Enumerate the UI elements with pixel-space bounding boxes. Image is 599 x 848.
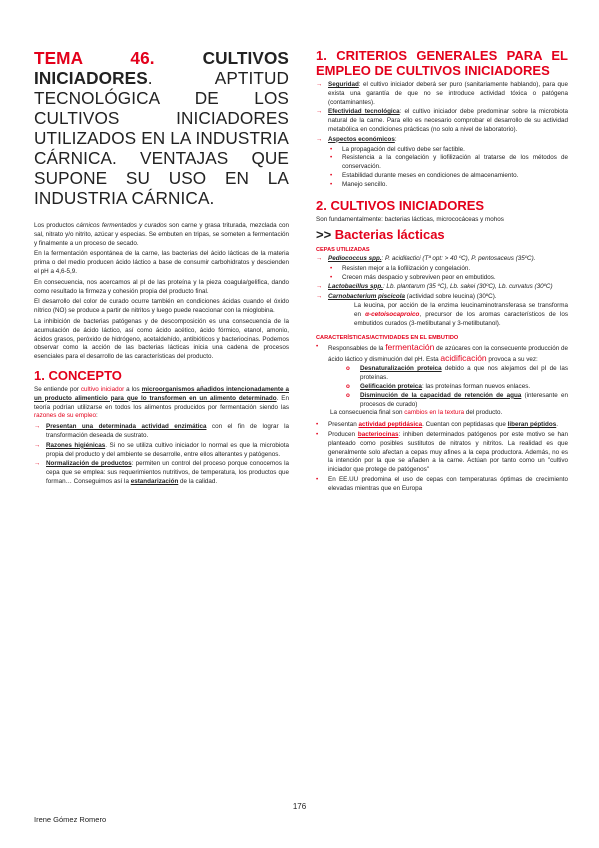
section-heading-concepto: 1. CONCEPTO xyxy=(34,367,122,383)
intro-paragraph: El desarrollo del color de curado ocurre también en condiciones ácidas cuando el óxido nítrico (NO) se produce a partir de nitritos y luego puede reaccionar con la mioglobina. xyxy=(34,298,289,315)
list-item: • Responsables de la fermentación de azúcares con la consecuente producción de ácido láctico y disminución del pH. Esta acidificación provoca a su vez: xyxy=(316,341,568,363)
arrow-right-icon: → xyxy=(34,460,41,468)
intro-paragraph: En la fermentación espontánea de la carne, las bacterias del ácido lácticas de la materia prima o del medio producen ácido láctico a base de consumir carbohidratos y descienden el pH a 4,6-5,9. xyxy=(34,250,289,275)
arrow-right-icon: → xyxy=(316,255,323,263)
bullet-icon: • xyxy=(330,145,333,153)
list-item: • Estabilidad durante meses en condiciones de almacenamiento. xyxy=(330,171,519,179)
list-item: → Razones higiénicas. Si no se utiliza cultivo iniciador lo normal es que la microbiota propia del producto y del ambiente se desarrolle, entre ellos alterantes y patógenos. xyxy=(34,441,289,458)
list-item: o Desnaturalización proteica debido a que nos alejamos del pI de las proteínas. xyxy=(346,365,568,382)
arrow-right-icon: → xyxy=(316,81,323,88)
list-item: → Aspectos económicos: xyxy=(316,135,397,143)
list-item: → Presentan una determinada actividad enzimática con el fin de lograr la transformación deseada de sustrato. xyxy=(34,423,289,439)
arrow-right-icon: → xyxy=(34,441,41,449)
list-item: • Producen bacteriocinas: inhiben determinados patógenos por este motivo se han planteado como posibles sustitutos de nitratos y nitritos. La realidad es que generalmente solo afectan a cepas muy afines a la cepa productora. Además, no es la intención por la que se añaden a la carne. Actúan por tanto como un "cultivo iniciador que protege de patógenos" xyxy=(316,430,568,474)
bullet-icon: • xyxy=(330,273,333,281)
list-item: • En EE.UU predomina el uso de cepas con temperaturas óptimas de crecimiento elevadas mientras que en Europa xyxy=(316,475,568,492)
right-column xyxy=(316,48,568,494)
subsection-heading-bacterias: >> Bacterias lácticas xyxy=(316,227,445,243)
textura-line: La consecuencia final son cambios en la textura del producto. xyxy=(330,409,503,417)
list-item: • Resisten mejor a la liofilización y congelación. xyxy=(330,265,471,273)
arrow-right-icon: → xyxy=(316,108,323,116)
list-item: • La propagación del cultivo debe ser factible. xyxy=(330,145,465,153)
bullet-icon: • xyxy=(316,430,319,438)
left-column xyxy=(34,48,289,488)
section-heading-cultivos: 2. CULTIVOS INICIADORES xyxy=(316,197,485,213)
list-item: • Resistencia a la congelación y liofilización al tratarse de los métodos de conservación. xyxy=(330,154,568,171)
list-item: o Gelificación proteica: las proteínas forman nuevos enlaces. xyxy=(346,382,531,390)
list-item: → Pediococcus spp.: P. acidilactici (Tª opt: > 40 ºC), P. pentosaceus (35ºC). xyxy=(316,255,536,263)
bullet-icon: • xyxy=(330,180,333,188)
author-name: Irene Gómez Romero xyxy=(34,815,107,824)
intro-paragraph: La inhibición de bacterias patógenas y de descomposición es una consecuencia de la acumulación de ácido láctico, así como ácido acético, ácido fórmico, etanol, amonio, ácidos grasos, peróxido de hidrógeno, acetaldehído, antibióticos y bacteriocinas. Podemos observar como la acción de las bacterias lácticas inicia una cadena de procesos esenciales para el desarrollo de las características del producto. xyxy=(34,317,289,361)
intro-paragraph: En consecuencia, nos acercamos al pI de las proteína y la pieza coagula/gelifica, dando como resultado la firmeza y cohesión propia del producto final. xyxy=(34,278,289,295)
list-item: • Crecen más despacio y sobreviven peor en embutidos. xyxy=(330,273,496,281)
page-number: 176 xyxy=(292,802,307,811)
circle-bullet-icon: o xyxy=(346,365,350,373)
list-item: o Disminución de la capacidad de retención de agua (interesante en procesos de curado) xyxy=(346,391,568,408)
circle-bullet-icon: o xyxy=(346,382,350,390)
arrow-right-icon: → xyxy=(316,135,323,143)
list-item: → Normalización de productos: permiten un control del proceso porque conocemos la cepa que se emplea: sus requerimientos nutritivos, de temperatura, los productos que forman… Conseguimos así la estandarización de la calidad. xyxy=(34,460,289,485)
list-item: → Efectividad tecnológica: el cultivo iniciador debe predominar sobre la microbiota natural de la carne. Para ello es necesario comprobar el desarrollo de su actividad metabólica en condiciones prácticas (no solo a nivel de laboratorio). xyxy=(316,108,568,133)
bullet-icon: • xyxy=(330,265,333,273)
arrow-right-icon: → xyxy=(316,292,323,300)
intro-paragraph: Los productos cárnicos fermentados y curados son carne y grasa triturada, mezclada con sal, nitrato y/o nitrito, azúcar y especias. Se embuten en tripas, se someten a fermentación y finalmente a un proceso de secado. xyxy=(34,222,289,247)
list-item: → Seguridad: el cultivo iniciador deberá ser puro (sanitariamente hablando), para que exista una garantía de que no se introduce actividad tóxica o patógena (contaminantes). xyxy=(316,81,568,106)
bullet-icon: • xyxy=(330,171,333,179)
concepto-paragraph: Se entiende por cultivo iniciador a los microorganismos añadidos intencionadamente a un producto alimenticio para que lo transformen en un alimento determinado. En teoría podrían utilizarse en todos los alimentos producidos por fermentación siendo las razones de su empleo: xyxy=(34,385,289,420)
cultivos-intro: Son fundamentalmente: bacterias lácticas, micrococáceas y mohos xyxy=(316,215,504,223)
cepas-heading: CEPAS UTILIZADAS xyxy=(316,247,370,254)
section-heading-criterios: 1. CRITERIOS GENERALES PARA EL EMPLEO DE CULTIVOS INICIADORES xyxy=(316,48,568,78)
bullet-icon: • xyxy=(316,475,319,483)
arrow-right-icon: → xyxy=(34,423,41,431)
page-title: TEMA 46. CULTIVOS INICIADORES. APTITUD TECNOLÓGICA DE LOS CULTIVOS INICIADORES UTILIZADOS EN LA INDUSTRIA CÁRNICA. VENTAJAS QUE SUPONE SU USO EN LA INDUSTRIA CÁRNICA. xyxy=(34,48,289,208)
circle-bullet-icon: o xyxy=(346,391,350,399)
list-item: → Carnobacterium piscicola (actividad sobre leucina) (30ºC). xyxy=(316,292,497,300)
arrow-right-icon: → xyxy=(316,282,323,290)
bullet-icon: • xyxy=(316,421,319,429)
caracteristicas-heading: CARACTERÍSTICAS/ACTIVIDADES EN EL EMBUTIDO xyxy=(316,334,459,341)
carnobacterium-detail: La leucina, por acción de la enzima leucinaminotransferasa se transforma en α-cetoisocaproico, precursor de los aromas característicos de los embutidos curados (3-metilbutanal y 3-metilbutanol). xyxy=(354,302,568,327)
list-item: → Lactobacillus spp.: Lb. plantarum (35 ºC), Lb. sakei (30ºC), Lb. curvatus (30ºC) xyxy=(316,282,553,290)
list-item: • Presentan actividad peptidásica. Cuentan con peptidasas que liberan péptidos. xyxy=(316,421,558,429)
bullet-icon: • xyxy=(316,342,319,350)
bullet-icon: • xyxy=(330,154,333,162)
list-item: • Manejo sencillo. xyxy=(330,180,388,188)
